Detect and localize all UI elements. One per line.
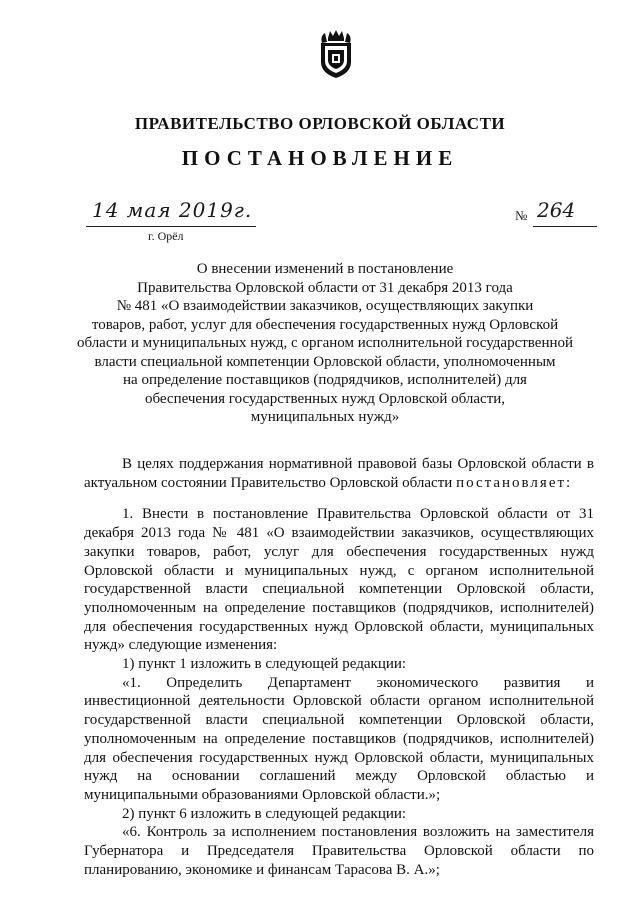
subject-line: обеспечения государственных нужд Орловской области, <box>144 390 506 407</box>
paragraph-1: 1. Внести в постановление Правительства Орловской области от 31 декабря 2013 года № 481 «О взаимодействии заказчиков, осуществляющих закупки товаров, работ, услуг для обеспечения государственных нужд Орловской области и муниципальных нужд, с органом исполнительной государственной власти специальной компетенции Орловской области, уполномоченным на определение поставщиков (подрядчиков, исполнителей) для обеспечения государственных нужд Орловской области, муниципальных нужд» следующие изменения: <box>84 506 594 654</box>
preamble-colon: : <box>566 474 571 491</box>
subject-line: О внесении изменений в постановление <box>196 261 454 277</box>
number-underline <box>533 226 597 227</box>
subject-line: № 481 «О взаимодействии заказчиков, осуществляющих закупки <box>116 298 534 314</box>
document-body <box>84 455 594 879</box>
paragraph-quote-6: «6. Контроль за исполнением постановления возложить на заместителя Губернатора и Председателя Правительства Орловской области по планированию, экономике и финансам Тарасова В. А.»; <box>84 824 594 878</box>
document-type: ПОСТАНОВЛЕНИЕ <box>181 146 459 170</box>
paragraph-item-2: 2) пункт 6 изложить в следующей редакции: <box>122 805 407 822</box>
preamble-emphasis: постановляет <box>456 474 567 491</box>
subject-line: муниципальных нужд» <box>250 409 400 425</box>
preamble-text: В целях поддержания нормативной правовой базы Орловской области в актуальном состоянии Правительство Орловской области <box>84 456 594 491</box>
subject-line: на определение поставщиков (подрядчиков, исполнителей) для <box>123 372 527 388</box>
paragraph-quote-1: «1. Определить Департамент экономического развития и инвестиционной деятельности Орловской области органом исполнительной государственной власти специальной компетенции Орловской области, уполномоченным на определение поставщиков (подрядчиков, исполнителей) для обеспечения государственных нужд Орловской области, муниципальных нужд на основании соглашений между Орловской областью и муниципальными образованиями Орловской области.»; <box>84 674 594 803</box>
number-label: № <box>515 208 528 223</box>
date-underline <box>86 226 256 227</box>
subject-line: товаров, работ, услуг для обеспечения государственных нужд Орловской <box>91 316 559 333</box>
subject-line: области и муниципальных нужд, с органом исполнительной государственной <box>76 335 574 351</box>
paragraph-item-1: 1) пункт 1 изложить в следующей редакции: <box>122 656 407 673</box>
subject-line: Правительства Орловской области от 31 декабря 2013 года <box>137 279 513 296</box>
handwritten-date: 14 мая 2019г. <box>92 198 253 222</box>
handwritten-number: 264 <box>537 198 576 222</box>
document-subject <box>60 260 590 427</box>
coat-of-arms-emblem <box>318 28 354 80</box>
government-title: ПРАВИТЕЛЬСТВО ОРЛОВСКОЙ ОБЛАСТИ <box>134 114 506 133</box>
subject-line: власти специальной компетенции Орловской области, уполномоченным <box>94 353 556 370</box>
preamble-paragraph <box>84 455 594 492</box>
city: г. Орёл <box>148 229 184 243</box>
